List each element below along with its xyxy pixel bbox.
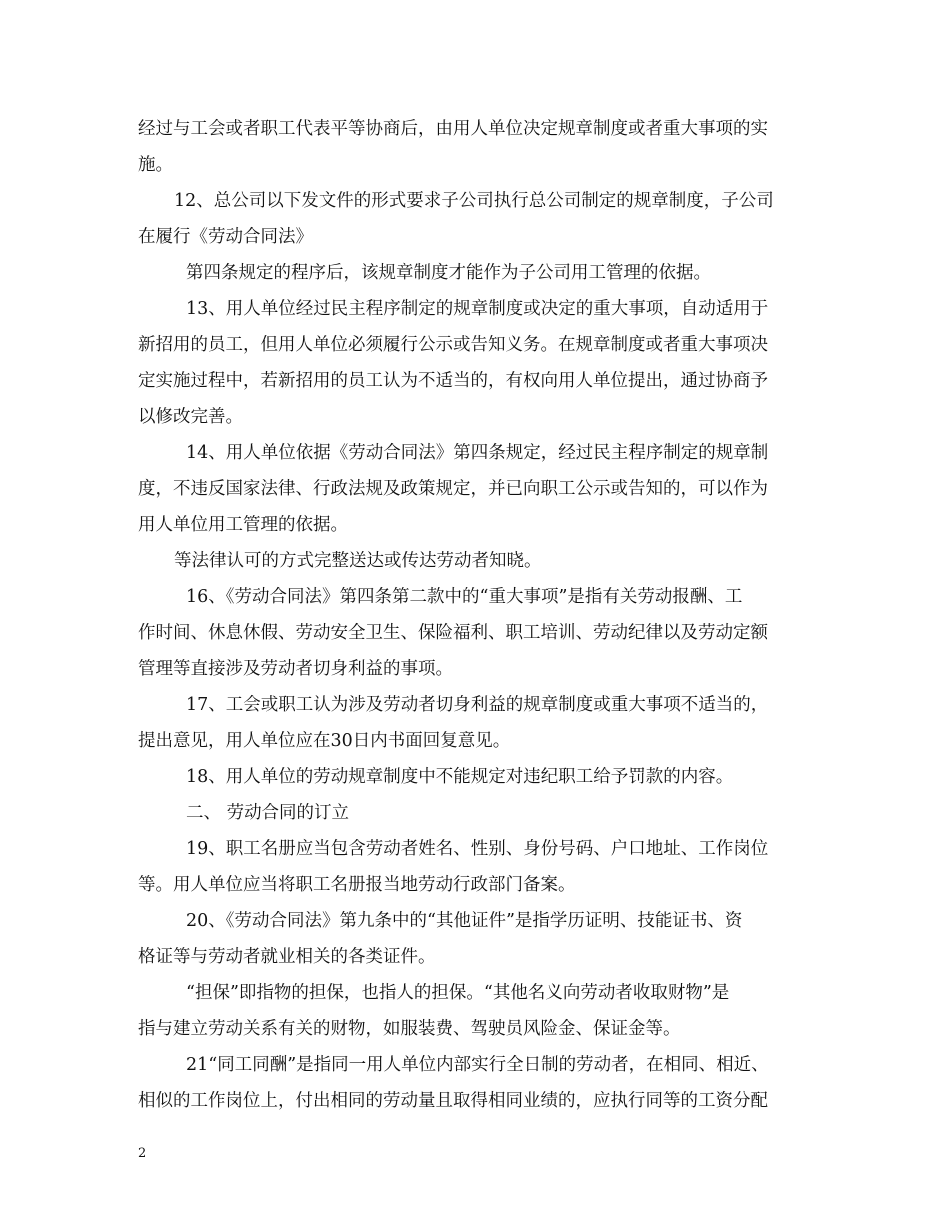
text-line: 相似的工作岗位上，付出相同的劳动量且取得相同业绩的，应执行同等的工资分配: [138, 1091, 768, 1111]
text-line: 定实施过程中，若新招用的员工认为不适当的，有权向用人单位提出，通过协商予: [138, 371, 768, 391]
text-line: 19、职工名册应当包含劳动者姓名、性别、身份号码、户口地址、工作岗位: [186, 839, 769, 859]
text-line: 经过与工会或者职工代表平等协商后，由用人单位决定规章制度或者重大事项的实: [138, 119, 768, 139]
text-line: 16、《劳动合同法》第四条第二款中的“重大事项”是指有关劳动报酬、工: [186, 587, 743, 607]
text-line: 格证等与劳动者就业相关的各类证件。: [138, 947, 436, 967]
text-line: 18、用人单位的劳动规章制度中不能规定对违纪职工给予罚款的内容。: [186, 767, 734, 787]
text-line: 12、总公司以下发文件的形式要求子公司执行总公司制定的规章制度，子公司: [174, 191, 774, 211]
text-line: 第四条规定的程序后，该规章制度才能作为子公司用工管理的依据。: [186, 263, 711, 283]
text-line: “担保”即指物的担保，也指人的担保。“其他名义向劳动者收取财物”是: [186, 983, 730, 1003]
text-line: 新招用的员工，但用人单位必须履行公示或告知义务。在规章制度或者重大事项决: [138, 335, 768, 355]
text-line: 管理等直接涉及劳动者切身利益的事项。: [138, 659, 453, 679]
text-line: 等。用人单位应当将职工名册报当地劳动行政部门备案。: [138, 875, 576, 895]
text-line: 提出意见，用人单位应在30日内书面回复意见。: [138, 731, 511, 751]
text-line: 作时间、休息休假、劳动安全卫生、保险福利、职工培训、劳动纪律以及劳动定额: [138, 623, 768, 643]
text-line: 13、用人单位经过民主程序制定的规章制度或决定的重大事项，自动适用于: [186, 299, 769, 319]
text-line: 指与建立劳动关系有关的财物，如服装费、驾驶员风险金、保证金等。: [138, 1019, 681, 1039]
text-line: 14、用人单位依据《劳动合同法》第四条规定，经过民主程序制定的规章制: [186, 443, 769, 463]
section-heading: 二、 劳动合同的订立: [186, 803, 350, 823]
text-line: 等法律认可的方式完整送达或传达劳动者知晓。: [174, 551, 542, 571]
text-line: 度，不违反国家法律、行政法规及政策规定，并已向职工公示或告知的，可以作为: [138, 479, 768, 499]
text-line: 17、工会或职工认为涉及劳动者切身利益的规章制度或重大事项不适当的，: [186, 695, 769, 715]
text-line: 以修改完善。: [138, 407, 243, 427]
text-line: 在履行《劳动合同法》: [138, 227, 313, 247]
text-line: 21“同工同酬”是指同一用人单位内部实行全日制的劳动者，在相同、相近、: [186, 1055, 769, 1075]
text-line: 20、《劳动合同法》第九条中的“其他证件”是指学历证明、技能证书、资: [186, 911, 743, 931]
text-line: 施。: [138, 155, 173, 175]
page-number: 2: [138, 1146, 147, 1161]
text-line: 用人单位用工管理的依据。: [138, 515, 348, 535]
